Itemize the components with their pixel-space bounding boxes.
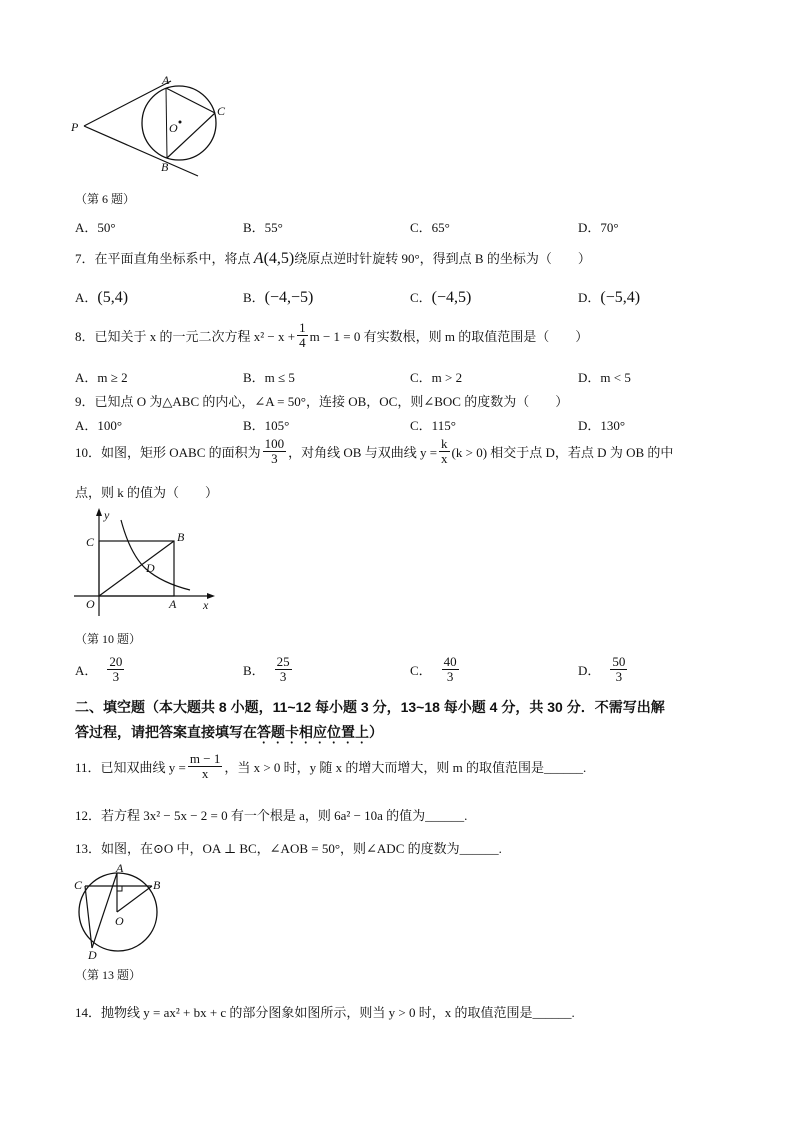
q7-option-c: C．(−4,5): [410, 289, 472, 306]
q8-question: [75, 321, 588, 349]
q6-tangent-pa: [84, 81, 171, 126]
q10-number: 10．: [75, 444, 102, 460]
q9-option-c: C．115°: [410, 418, 456, 433]
q13-question: 13．如图，在⊙O 中，OA ⊥ BC，∠AOB = 50°，则∠ADC 的度数为______.: [75, 841, 502, 856]
q7-coord: (4,5): [263, 250, 295, 267]
q13-label-c: C: [74, 878, 83, 892]
q12-question: 12．若方程 3x² − 5x − 2 = 0 有一个根是 a，则 6a² − 10a 的值为______.: [75, 808, 468, 823]
q13-label-a: A: [116, 861, 124, 875]
q10-text-3: (k > 0) 相交于点 D，若点 D 为 OB 的中: [451, 444, 674, 460]
q13-label-b: B: [153, 878, 161, 892]
q13-right-angle-mark: [117, 886, 122, 891]
q6-option-c: C．65°: [410, 220, 450, 235]
q6-label-p: P: [71, 120, 79, 134]
q10-option-c: C． $\frac{40}{3}$: [410, 654, 457, 684]
q10-line-2: 点，则 k 的值为（ ）: [75, 485, 219, 500]
q11-fraction: $\frac{m - 1}{x}$: [189, 751, 221, 781]
q9-option-d: D．130°: [578, 418, 626, 433]
q11-number: 11．: [75, 759, 101, 775]
q7-option-a: A．(5,4): [75, 289, 129, 306]
q6-caption: （第 6 题）: [75, 192, 136, 206]
section-2-heading-line-2: 答过程，请把答案直接填写在答题卡相应位置上）: [75, 724, 383, 740]
q10-label-b: B: [177, 530, 185, 544]
q8-text-2: m − 1 = 0 有实数根，则 m 的取值范围是（ ）: [309, 328, 589, 344]
q8-number: 8．: [75, 328, 95, 344]
section-2-heading-line-1: 二、填空题（本大题共 8 小题，11~12 每小题 3 分，13~18 每小题 4 分，共 30 分．不需写出解: [75, 699, 665, 715]
q11-question: [75, 752, 586, 780]
q6-label-a: A: [162, 73, 170, 87]
q7-option-b: B．(−4,−5): [243, 289, 314, 306]
q7-point: A: [253, 250, 264, 267]
q8-fraction: $\frac{1}{4}$: [299, 320, 306, 350]
q6-option-b: B．55°: [243, 220, 283, 235]
q10-label-d: D: [146, 561, 155, 575]
q9-question: 9．已知点 O 为△ABC 的内心，∠A = 50°，连接 OB，OC，则∠BOC 的度数为（ ）: [75, 394, 569, 409]
q7-option-d: D．(−5,4): [578, 289, 641, 306]
q10-caption: （第 10 题）: [75, 632, 142, 646]
q6-label-o: O: [169, 121, 178, 135]
q10-option-a: A． $\frac{20}{3}$: [75, 654, 123, 684]
q10-text-1: 如图，矩形 OABC 的面积为: [101, 444, 261, 460]
q11-text-2: ，当 x > 0 时，y 随 x 的增大而增大，则 m 的取值范围是______.: [224, 759, 587, 775]
q10-option-d: D． $\frac{50}{3}$: [578, 654, 626, 684]
q8-option-c: C．m > 2: [410, 370, 463, 385]
q7-number: 7．: [75, 251, 95, 266]
q10-figure: [72, 508, 217, 618]
q6-line-ab: [166, 88, 167, 158]
q10-text-2: ，对角线 OB 与双曲线 y =: [288, 444, 438, 460]
q10-label-a: A: [169, 597, 177, 611]
q10-label-c: C: [86, 535, 95, 549]
q6-option-d: D．70°: [578, 220, 619, 235]
q13-chord-cd: [85, 886, 92, 948]
q9-option-a: A．100°: [75, 418, 123, 433]
q13-caption: （第 13 题）: [75, 968, 142, 982]
q8-text-1: 已知关于 x 的一元二次方程 x² − x +: [94, 328, 296, 344]
q10-diagonal-ob: [99, 541, 174, 596]
q10-label-y: y: [104, 508, 110, 522]
q13-label-o: O: [115, 914, 124, 928]
q10-label-x: x: [203, 598, 209, 612]
q10-question: [75, 437, 673, 465]
q8-option-d: D．m < 5: [578, 370, 631, 385]
q6-label-c: C: [217, 104, 226, 118]
q7-text-2: 绕原点逆时针旋转 90°，得到点 B 的坐标为（ ）: [294, 251, 591, 266]
q13-figure: [72, 860, 172, 960]
q13-chord-ad: [92, 873, 117, 948]
q10-y-arrow: [96, 508, 102, 516]
q6-figure: [68, 70, 233, 182]
q7-question: [75, 248, 591, 268]
q10-area-fraction: $\frac{100}{3}$: [264, 436, 285, 466]
q6-label-b: B: [161, 160, 169, 174]
q9-option-b: B．105°: [243, 418, 290, 433]
q8-option-b: B．m ≤ 5: [243, 370, 295, 385]
q10-option-b: B． $\frac{25}{3}$: [243, 654, 290, 684]
q13-label-d: D: [88, 948, 97, 960]
q8-option-a: A．m ≥ 2: [75, 370, 128, 385]
q6-center-dot: [179, 121, 182, 124]
q14-question: 14．抛物线 y = ax² + bx + c 的部分图象如图所示，则当 y > 0 时，x 的取值范围是______.: [75, 1005, 575, 1020]
q6-tangent-pb: [84, 126, 198, 176]
q10-label-o: O: [86, 597, 95, 611]
q10-k-fraction: $\frac{k}{x}$: [441, 436, 448, 466]
q6-chord-cb: [167, 113, 215, 158]
q6-option-a: A．50°: [75, 220, 116, 235]
q11-text-1: 已知双曲线 y =: [100, 759, 186, 775]
q7-text-1: 在平面直角坐标系中，将点: [94, 251, 251, 266]
